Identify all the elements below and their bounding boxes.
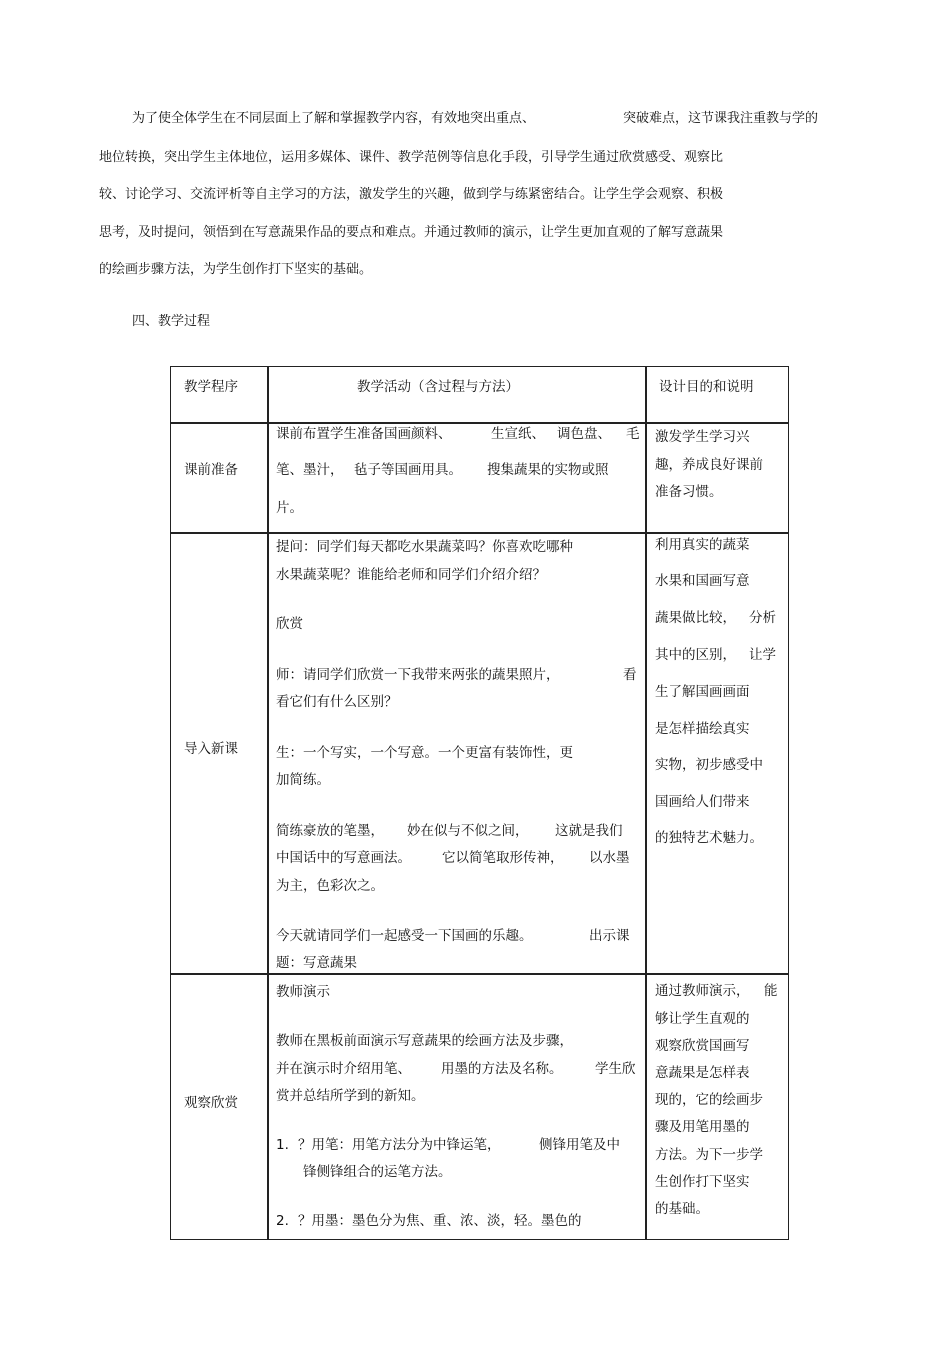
row3-purpose-8: 方法。为下一步学: [655, 1147, 763, 1163]
row1-activity-c: 调色盘、: [557, 426, 611, 442]
row3-activity-2: 教师在黑板前面演示写意蔬果的绘画方法及步骤，: [276, 1033, 573, 1049]
header-purpose: 设计目的和说明: [659, 379, 754, 395]
col-divider-1: [267, 367, 269, 1239]
row3-purpose-4: 观察欣赏国画写: [655, 1038, 750, 1054]
row3-purpose-7: 骤及用笔用墨的: [655, 1119, 750, 1135]
row2-purpose-1: 利用真实的蔬菜: [655, 537, 750, 553]
row2-activity-16: 今天就请同学们一起感受一下国画的乐趣。: [276, 928, 533, 944]
row2-activity-5: 看: [623, 667, 637, 683]
row2-activity-10: 妙在似与不似之间，: [407, 823, 529, 839]
intro-line-5: 的绘画步骤方法，为学生创作打下坚实的基础。: [99, 262, 373, 277]
row1-purpose-2: 趣，养成良好课前: [655, 457, 763, 473]
col-divider-2: [645, 367, 647, 1239]
row3-purpose-9: 生创作打下坚实: [655, 1174, 750, 1190]
row2-purpose-9: 实物，初步感受中: [655, 757, 763, 773]
row2-activity-6: 看它们有什么区别？: [276, 694, 398, 710]
row2-purpose-8: 是怎样描绘真实: [655, 721, 750, 737]
row3-activity-3: 并在演示时介绍用笔、: [276, 1061, 411, 1077]
row1-activity-f: 毡子等国画用具。: [354, 462, 462, 478]
row2-activity-1: 提问：同学们每天都吃水果蔬菜吗？你喜欢吃哪种: [276, 539, 573, 555]
intro-line-4: 思考，及时提问，领悟到在写意蔬果作品的要点和难点。并通过教师的演示，让学生更加直观的了解写意蔬果: [99, 225, 724, 240]
row3-purpose-6: 现的，它的绘画步: [655, 1092, 763, 1108]
row2-purpose-6: 让学: [749, 647, 776, 663]
row2-activity-3: 欣赏: [276, 616, 303, 632]
row1-activity-d: 毛: [626, 426, 640, 442]
row3-activity-12: ？用墨：墨色分为焦、重、浓、淡，轻。墨色的: [298, 1213, 582, 1229]
header-activity: 教学活动（含过程与方法）: [357, 379, 519, 395]
row3-activity-9: 侧锋用笔及中: [539, 1137, 620, 1153]
teaching-process-table: [170, 366, 789, 1240]
row3-activity-7: 1.: [276, 1137, 289, 1153]
row3-purpose-2: 能: [764, 983, 778, 999]
row-divider-2: [171, 973, 788, 975]
intro-line-1a: 为了使全体学生在不同层面上了解和掌握教学内容，有效地突出重点、: [132, 111, 536, 126]
row3-activity-8: ？用笔：用笔方法分为中锋运笔，: [298, 1137, 501, 1153]
row2-purpose-5: 其中的区别，: [655, 647, 736, 663]
row2-purpose-7: 生了解国画画面: [655, 684, 750, 700]
intro-line-3: 较、讨论学习、交流评析等自主学习的方法，激发学生的兴趣，做到学与练紧密结合。让学生学会观察、积极: [99, 187, 724, 202]
row3-purpose-1: 通过教师演示，: [655, 983, 750, 999]
row3-activity-1: 教师演示: [276, 984, 330, 1000]
row2-activity-11: 这就是我们: [555, 823, 623, 839]
row1-activity-a: 课前布置学生准备国画颜料、: [276, 426, 452, 442]
row3-activity-10: 锋侧锋组合的运笔方法。: [303, 1164, 452, 1180]
row3-purpose-10: 的基础。: [655, 1201, 709, 1217]
row2-activity-7: 生：一个写实，一个写意。一个更富有装饰性，更: [276, 745, 573, 761]
row1-purpose-3: 准备习惯。: [655, 484, 723, 500]
row2-activity-12: 中国话中的写意画法。: [276, 850, 411, 866]
row3-activity-11: 2.: [276, 1213, 289, 1229]
row3-activity-4: 用墨的方法及名称。: [441, 1061, 563, 1077]
row3-activity-6: 赏并总结所学到的新知。: [276, 1088, 425, 1104]
section-title: 四、教学过程: [132, 314, 211, 329]
row3-activity-5: 学生欣: [595, 1061, 636, 1077]
row2-purpose-2: 水果和国画写意: [655, 573, 750, 589]
row-divider-1: [171, 532, 788, 534]
row2-purpose-10: 国画给人们带来: [655, 794, 750, 810]
row2-activity-13: 它以简笔取形传神，: [442, 850, 564, 866]
intro-line-2: 地位转换，突出学生主体地位，运用多媒体、课件、教学范例等信息化手段，引导学生通过欣赏感受、观察比: [99, 150, 724, 165]
row1-activity-e: 笔、墨汁，: [276, 462, 344, 478]
header-stage: 教学程序: [184, 379, 238, 395]
intro-line-1b: 突破难点，这节课我注重教与学的: [623, 111, 819, 126]
row2-activity-14: 以水墨: [589, 850, 630, 866]
row2-activity-4: 师：请同学们欣赏一下我带来两张的蔬果照片，: [276, 667, 560, 683]
row1-purpose-1: 激发学生学习兴: [655, 429, 750, 445]
row2-activity-9: 简练豪放的笔墨，: [276, 823, 384, 839]
row2-activity-17: 出示课: [589, 928, 630, 944]
row2-activity-2: 水果蔬菜呢？谁能给老师和同学们介绍介绍？: [276, 567, 546, 583]
row3-purpose-3: 够让学生直观的: [655, 1011, 750, 1027]
row2-activity-15: 为主，色彩次之。: [276, 878, 384, 894]
row1-activity-h: 片。: [276, 500, 303, 516]
row2-activity-18: 题：写意蔬果: [276, 955, 357, 971]
row1-activity-g: 搜集蔬果的实物或照: [487, 462, 609, 478]
row3-purpose-5: 意蔬果是怎样表: [655, 1065, 750, 1081]
row1-stage: 课前准备: [184, 462, 238, 478]
row2-activity-8: 加简练。: [276, 772, 330, 788]
row3-stage: 观察欣赏: [184, 1095, 238, 1111]
row-divider-header: [171, 422, 788, 424]
row2-purpose-11: 的独特艺术魅力。: [655, 830, 763, 846]
row2-purpose-4: 分析: [749, 610, 776, 626]
row2-stage: 导入新课: [184, 741, 238, 757]
row2-purpose-3: 蔬果做比较，: [655, 610, 736, 626]
row1-activity-b: 生宣纸、: [491, 426, 545, 442]
